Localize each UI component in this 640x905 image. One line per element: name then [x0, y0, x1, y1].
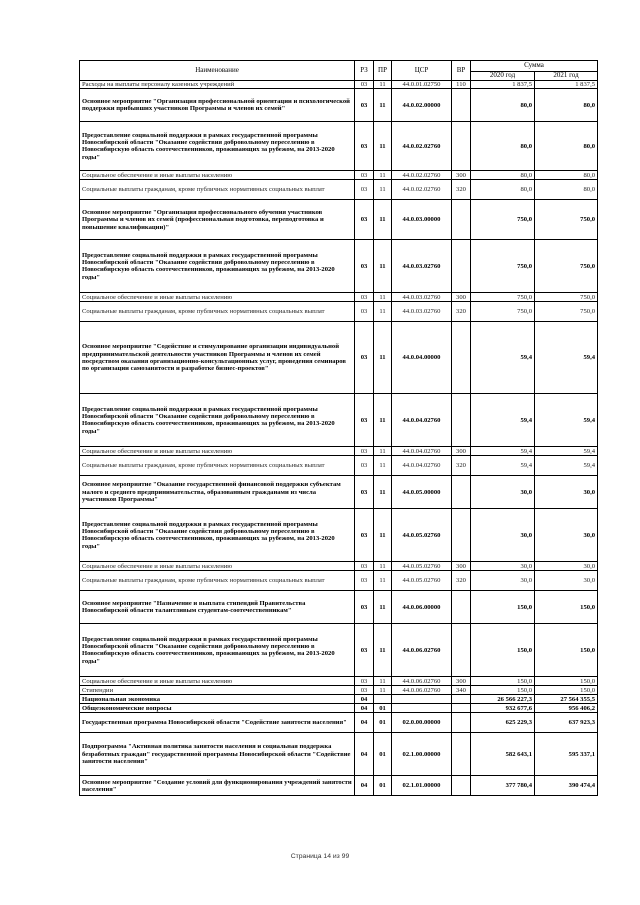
row-vr: 320 [452, 180, 471, 200]
row-pr: 11 [374, 302, 392, 322]
row-pr: 11 [374, 81, 392, 89]
header-name: Наименование [80, 61, 355, 81]
table-row [80, 624, 598, 677]
row-vr [452, 776, 471, 796]
row-name: Социальное обеспечение и иные выплаты населению [80, 562, 355, 571]
row-vr: 340 [452, 686, 471, 695]
row-rz: 03 [355, 686, 374, 695]
row-vr [452, 509, 471, 562]
row-name: Предоставление социальной поддержки в рамках государственной программы Новосибирской области "Оказание содействия добровольному переселению в Новосибирскую область соотечественников, проживающих за рубежом, на 2013-2020 годы" [80, 240, 355, 293]
row-sum-2020: 30,0 [471, 571, 535, 591]
row-sum-2021: 750,0 [535, 240, 598, 293]
row-name: Предоставление социальной поддержки в рамках государственной программы Новосибирской области "Оказание содействия добровольному переселению в Новосибирскую область соотечественников, проживающих за рубежом, на 2013-2020 годы" [80, 509, 355, 562]
row-vr [452, 322, 471, 394]
table-row [80, 733, 598, 776]
row-name: Основное мероприятие "Создание условий для функционирования учреждений занятости населения" [80, 776, 355, 796]
row-rz: 04 [355, 713, 374, 733]
row-vr [452, 733, 471, 776]
row-vr [452, 89, 471, 122]
table-row [80, 240, 598, 293]
row-sum-2021: 750,0 [535, 293, 598, 302]
row-sum-2021: 150,0 [535, 686, 598, 695]
row-rz: 03 [355, 591, 374, 624]
table-row [80, 456, 598, 476]
row-pr: 11 [374, 89, 392, 122]
table-header [80, 61, 598, 81]
header-pr: ПР [374, 61, 392, 81]
row-rz: 03 [355, 456, 374, 476]
row-sum-2020: 932 677,6 [471, 704, 535, 713]
row-vr [452, 394, 471, 447]
row-sum-2020: 30,0 [471, 476, 535, 509]
table-body [80, 81, 598, 796]
row-pr: 11 [374, 293, 392, 302]
row-csr: 02.0.00.00000 [392, 713, 452, 733]
row-csr: 44.0.04.02760 [392, 447, 452, 456]
row-rz: 03 [355, 302, 374, 322]
row-name: Социальное обеспечение и иные выплаты населению [80, 293, 355, 302]
row-sum-2021: 750,0 [535, 200, 598, 240]
row-csr: 02.1.00.00000 [392, 733, 452, 776]
row-rz: 03 [355, 89, 374, 122]
row-csr: 44.0.01.02750 [392, 81, 452, 89]
row-rz: 03 [355, 180, 374, 200]
row-csr: 44.0.06.00000 [392, 591, 452, 624]
row-csr: 44.0.06.02760 [392, 686, 452, 695]
row-sum-2020: 30,0 [471, 509, 535, 562]
row-pr: 11 [374, 447, 392, 456]
row-vr [452, 476, 471, 509]
header-vr: ВР [452, 61, 471, 81]
table-row [80, 302, 598, 322]
row-pr: 11 [374, 677, 392, 686]
row-sum-2021: 27 564 355,5 [535, 695, 598, 704]
row-name: Основное мероприятие "Организация профессионального обучения участников Программы и членов их семей (профессиональная подготовка, переподготовка и повышение квалификации)" [80, 200, 355, 240]
row-vr: 300 [452, 677, 471, 686]
row-vr [452, 122, 471, 171]
row-sum-2021: 30,0 [535, 509, 598, 562]
row-name: Расходы на выплаты персоналу казенных учреждений [80, 81, 355, 89]
row-csr: 02.1.01.00000 [392, 776, 452, 796]
row-sum-2021: 390 474,4 [535, 776, 598, 796]
row-name: Социальное обеспечение и иные выплаты населению [80, 677, 355, 686]
row-sum-2020: 750,0 [471, 240, 535, 293]
row-sum-2021: 1 837,5 [535, 81, 598, 89]
row-rz: 03 [355, 81, 374, 89]
row-rz: 03 [355, 122, 374, 171]
row-pr: 01 [374, 776, 392, 796]
table-row [80, 562, 598, 571]
row-rz: 03 [355, 293, 374, 302]
row-pr: 11 [374, 122, 392, 171]
row-pr: 11 [374, 624, 392, 677]
row-vr [452, 591, 471, 624]
row-vr [452, 200, 471, 240]
row-sum-2021: 80,0 [535, 122, 598, 171]
row-rz: 03 [355, 394, 374, 447]
row-rz: 03 [355, 624, 374, 677]
row-sum-2021: 59,4 [535, 322, 598, 394]
row-name: Основное мероприятие "Назначение и выплата стипендий Правительства Новосибирской области талантливым студентам-соотечественникам" [80, 591, 355, 624]
row-name: Социальные выплаты гражданам, кроме публичных нормативных социальных выплат [80, 456, 355, 476]
row-vr [452, 240, 471, 293]
row-name: Основное мероприятие "Содействие и стимулирование организации индивидуальной предпринимательской деятельности участников Программы и членов их семей посредством оказания организационно-консультационных услуг, проведения семинаров по организации самозанятости и разработке бизнес-проектов" [80, 322, 355, 394]
row-pr: 11 [374, 571, 392, 591]
row-csr: 44.0.03.02760 [392, 293, 452, 302]
row-pr: 11 [374, 686, 392, 695]
table-row [80, 293, 598, 302]
row-sum-2020: 750,0 [471, 200, 535, 240]
row-pr: 01 [374, 704, 392, 713]
row-sum-2020: 750,0 [471, 293, 535, 302]
table-row [80, 89, 598, 122]
row-sum-2020: 582 643,1 [471, 733, 535, 776]
table-row [80, 447, 598, 456]
row-sum-2020: 59,4 [471, 322, 535, 394]
table-row [80, 122, 598, 171]
row-csr: 44.0.06.02760 [392, 624, 452, 677]
table-row [80, 677, 598, 686]
row-sum-2021: 150,0 [535, 677, 598, 686]
row-sum-2020: 150,0 [471, 677, 535, 686]
row-csr [392, 704, 452, 713]
row-sum-2021: 750,0 [535, 302, 598, 322]
row-pr: 11 [374, 171, 392, 180]
row-pr [374, 695, 392, 704]
header-sum: Сумма [471, 61, 598, 72]
row-vr: 300 [452, 293, 471, 302]
row-sum-2020: 1 837,5 [471, 81, 535, 89]
row-rz: 04 [355, 695, 374, 704]
row-pr: 11 [374, 322, 392, 394]
row-csr: 44.0.05.02760 [392, 571, 452, 591]
row-sum-2021: 956 406,2 [535, 704, 598, 713]
row-vr [452, 713, 471, 733]
table-row [80, 704, 598, 713]
table-row [80, 713, 598, 733]
row-vr: 300 [452, 171, 471, 180]
row-csr [392, 695, 452, 704]
table-row [80, 322, 598, 394]
row-sum-2020: 59,4 [471, 394, 535, 447]
row-sum-2021: 637 923,3 [535, 713, 598, 733]
table-row [80, 180, 598, 200]
row-rz: 03 [355, 562, 374, 571]
table-row [80, 394, 598, 447]
row-name: Социальные выплаты гражданам, кроме публичных нормативных социальных выплат [80, 571, 355, 591]
row-name: Социальные выплаты гражданам, кроме публичных нормативных социальных выплат [80, 180, 355, 200]
row-rz: 03 [355, 171, 374, 180]
row-csr: 44.0.02.00000 [392, 89, 452, 122]
row-csr: 44.0.05.02760 [392, 562, 452, 571]
row-csr: 44.0.02.02760 [392, 171, 452, 180]
row-rz: 03 [355, 447, 374, 456]
row-pr: 11 [374, 394, 392, 447]
row-rz: 03 [355, 476, 374, 509]
row-name: Государственная программа Новосибирской области "Содействие занятости населения" [80, 713, 355, 733]
row-csr: 44.0.05.02760 [392, 509, 452, 562]
row-sum-2020: 625 229,3 [471, 713, 535, 733]
row-name: Предоставление социальной поддержки в рамках государственной программы Новосибирской области "Оказание содействия добровольному переселению в Новосибирскую область соотечественников, проживающих за рубежом, на 2013-2020 годы" [80, 624, 355, 677]
table-row [80, 476, 598, 509]
row-sum-2021: 80,0 [535, 171, 598, 180]
row-name: Социальное обеспечение и иные выплаты населению [80, 447, 355, 456]
table-row [80, 81, 598, 89]
row-rz: 03 [355, 240, 374, 293]
table-row [80, 200, 598, 240]
row-vr: 300 [452, 562, 471, 571]
table-row [80, 509, 598, 562]
row-csr: 44.0.05.00000 [392, 476, 452, 509]
row-pr: 11 [374, 180, 392, 200]
row-sum-2020: 80,0 [471, 171, 535, 180]
row-sum-2021: 80,0 [535, 89, 598, 122]
row-sum-2020: 377 780,4 [471, 776, 535, 796]
row-csr: 44.0.04.02760 [392, 456, 452, 476]
row-rz: 03 [355, 200, 374, 240]
header-rz: РЗ [355, 61, 374, 81]
table-row [80, 695, 598, 704]
row-name: Стипендии [80, 686, 355, 695]
row-csr: 44.0.03.02760 [392, 302, 452, 322]
row-sum-2021: 59,4 [535, 456, 598, 476]
row-csr: 44.0.04.02760 [392, 394, 452, 447]
row-sum-2020: 80,0 [471, 180, 535, 200]
row-rz: 04 [355, 733, 374, 776]
table-row [80, 686, 598, 695]
row-rz: 03 [355, 322, 374, 394]
row-sum-2020: 80,0 [471, 89, 535, 122]
row-name: Основное мероприятие "Оказание государственной финансовой поддержки субъектам малого и среднего предпринимательства, образованным гражданами из числа участников Программы" [80, 476, 355, 509]
row-name: Социальное обеспечение и иные выплаты населению [80, 171, 355, 180]
table-row [80, 171, 598, 180]
row-sum-2020: 80,0 [471, 122, 535, 171]
row-vr: 300 [452, 447, 471, 456]
row-name: Предоставление социальной поддержки в рамках государственной программы Новосибирской области "Оказание содействия добровольному переселению в Новосибирскую область соотечественников, проживающих за рубежом, на 2013-2020 годы" [80, 122, 355, 171]
row-pr: 11 [374, 456, 392, 476]
row-vr: 320 [452, 302, 471, 322]
header-csr: ЦСР [392, 61, 452, 81]
row-name: Подпрограмма "Активная политика занятости населения и социальная поддержка безработных граждан" государственной программы Новосибирской области "Содействие занятости населения" [80, 733, 355, 776]
row-csr: 44.0.06.02760 [392, 677, 452, 686]
row-sum-2020: 59,4 [471, 456, 535, 476]
row-name: Социальные выплаты гражданам, кроме публичных нормативных социальных выплат [80, 302, 355, 322]
row-name: Общеэкономические вопросы [80, 704, 355, 713]
row-vr [452, 704, 471, 713]
row-rz: 03 [355, 509, 374, 562]
row-sum-2021: 59,4 [535, 394, 598, 447]
table-row [80, 571, 598, 591]
row-vr: 320 [452, 571, 471, 591]
row-csr: 44.0.02.02760 [392, 180, 452, 200]
row-pr: 11 [374, 476, 392, 509]
table-row [80, 591, 598, 624]
row-sum-2021: 30,0 [535, 476, 598, 509]
row-pr: 01 [374, 713, 392, 733]
row-rz: 03 [355, 677, 374, 686]
row-sum-2021: 150,0 [535, 591, 598, 624]
row-sum-2020: 150,0 [471, 624, 535, 677]
row-rz: 03 [355, 571, 374, 591]
row-sum-2021: 30,0 [535, 571, 598, 591]
row-name: Основное мероприятие "Организация профессиональной ориентации и психологической поддержки прибывших участников Программы и членов их семей" [80, 89, 355, 122]
row-sum-2020: 150,0 [471, 591, 535, 624]
row-rz: 04 [355, 704, 374, 713]
row-pr: 11 [374, 200, 392, 240]
row-vr: 110 [452, 81, 471, 89]
row-sum-2021: 30,0 [535, 562, 598, 571]
row-csr: 44.0.03.02760 [392, 240, 452, 293]
row-pr: 11 [374, 240, 392, 293]
row-sum-2020: 26 566 227,3 [471, 695, 535, 704]
row-pr: 11 [374, 562, 392, 571]
row-csr: 44.0.04.00000 [392, 322, 452, 394]
row-name: Национальная экономика [80, 695, 355, 704]
row-csr: 44.0.03.00000 [392, 200, 452, 240]
row-sum-2021: 595 337,1 [535, 733, 598, 776]
row-sum-2021: 80,0 [535, 180, 598, 200]
page-number: Страница 14 из 99 [290, 853, 350, 860]
row-rz: 04 [355, 776, 374, 796]
row-sum-2021: 59,4 [535, 447, 598, 456]
row-pr: 11 [374, 509, 392, 562]
header-year-2020: 2020 год [471, 72, 535, 81]
row-sum-2020: 150,0 [471, 686, 535, 695]
row-pr: 01 [374, 733, 392, 776]
row-vr [452, 624, 471, 677]
row-sum-2021: 150,0 [535, 624, 598, 677]
row-vr [452, 695, 471, 704]
header-year-2021: 2021 год [535, 72, 598, 81]
row-sum-2020: 59,4 [471, 447, 535, 456]
row-pr: 11 [374, 591, 392, 624]
table-row [80, 776, 598, 796]
row-csr: 44.0.02.02760 [392, 122, 452, 171]
row-sum-2020: 750,0 [471, 302, 535, 322]
budget-table [79, 60, 598, 796]
row-name: Предоставление социальной поддержки в рамках государственной программы Новосибирской области "Оказание содействия добровольному переселению в Новосибирскую область соотечественников, проживающих за рубежом, на 2013-2020 годы" [80, 394, 355, 447]
row-sum-2020: 30,0 [471, 562, 535, 571]
row-vr: 320 [452, 456, 471, 476]
